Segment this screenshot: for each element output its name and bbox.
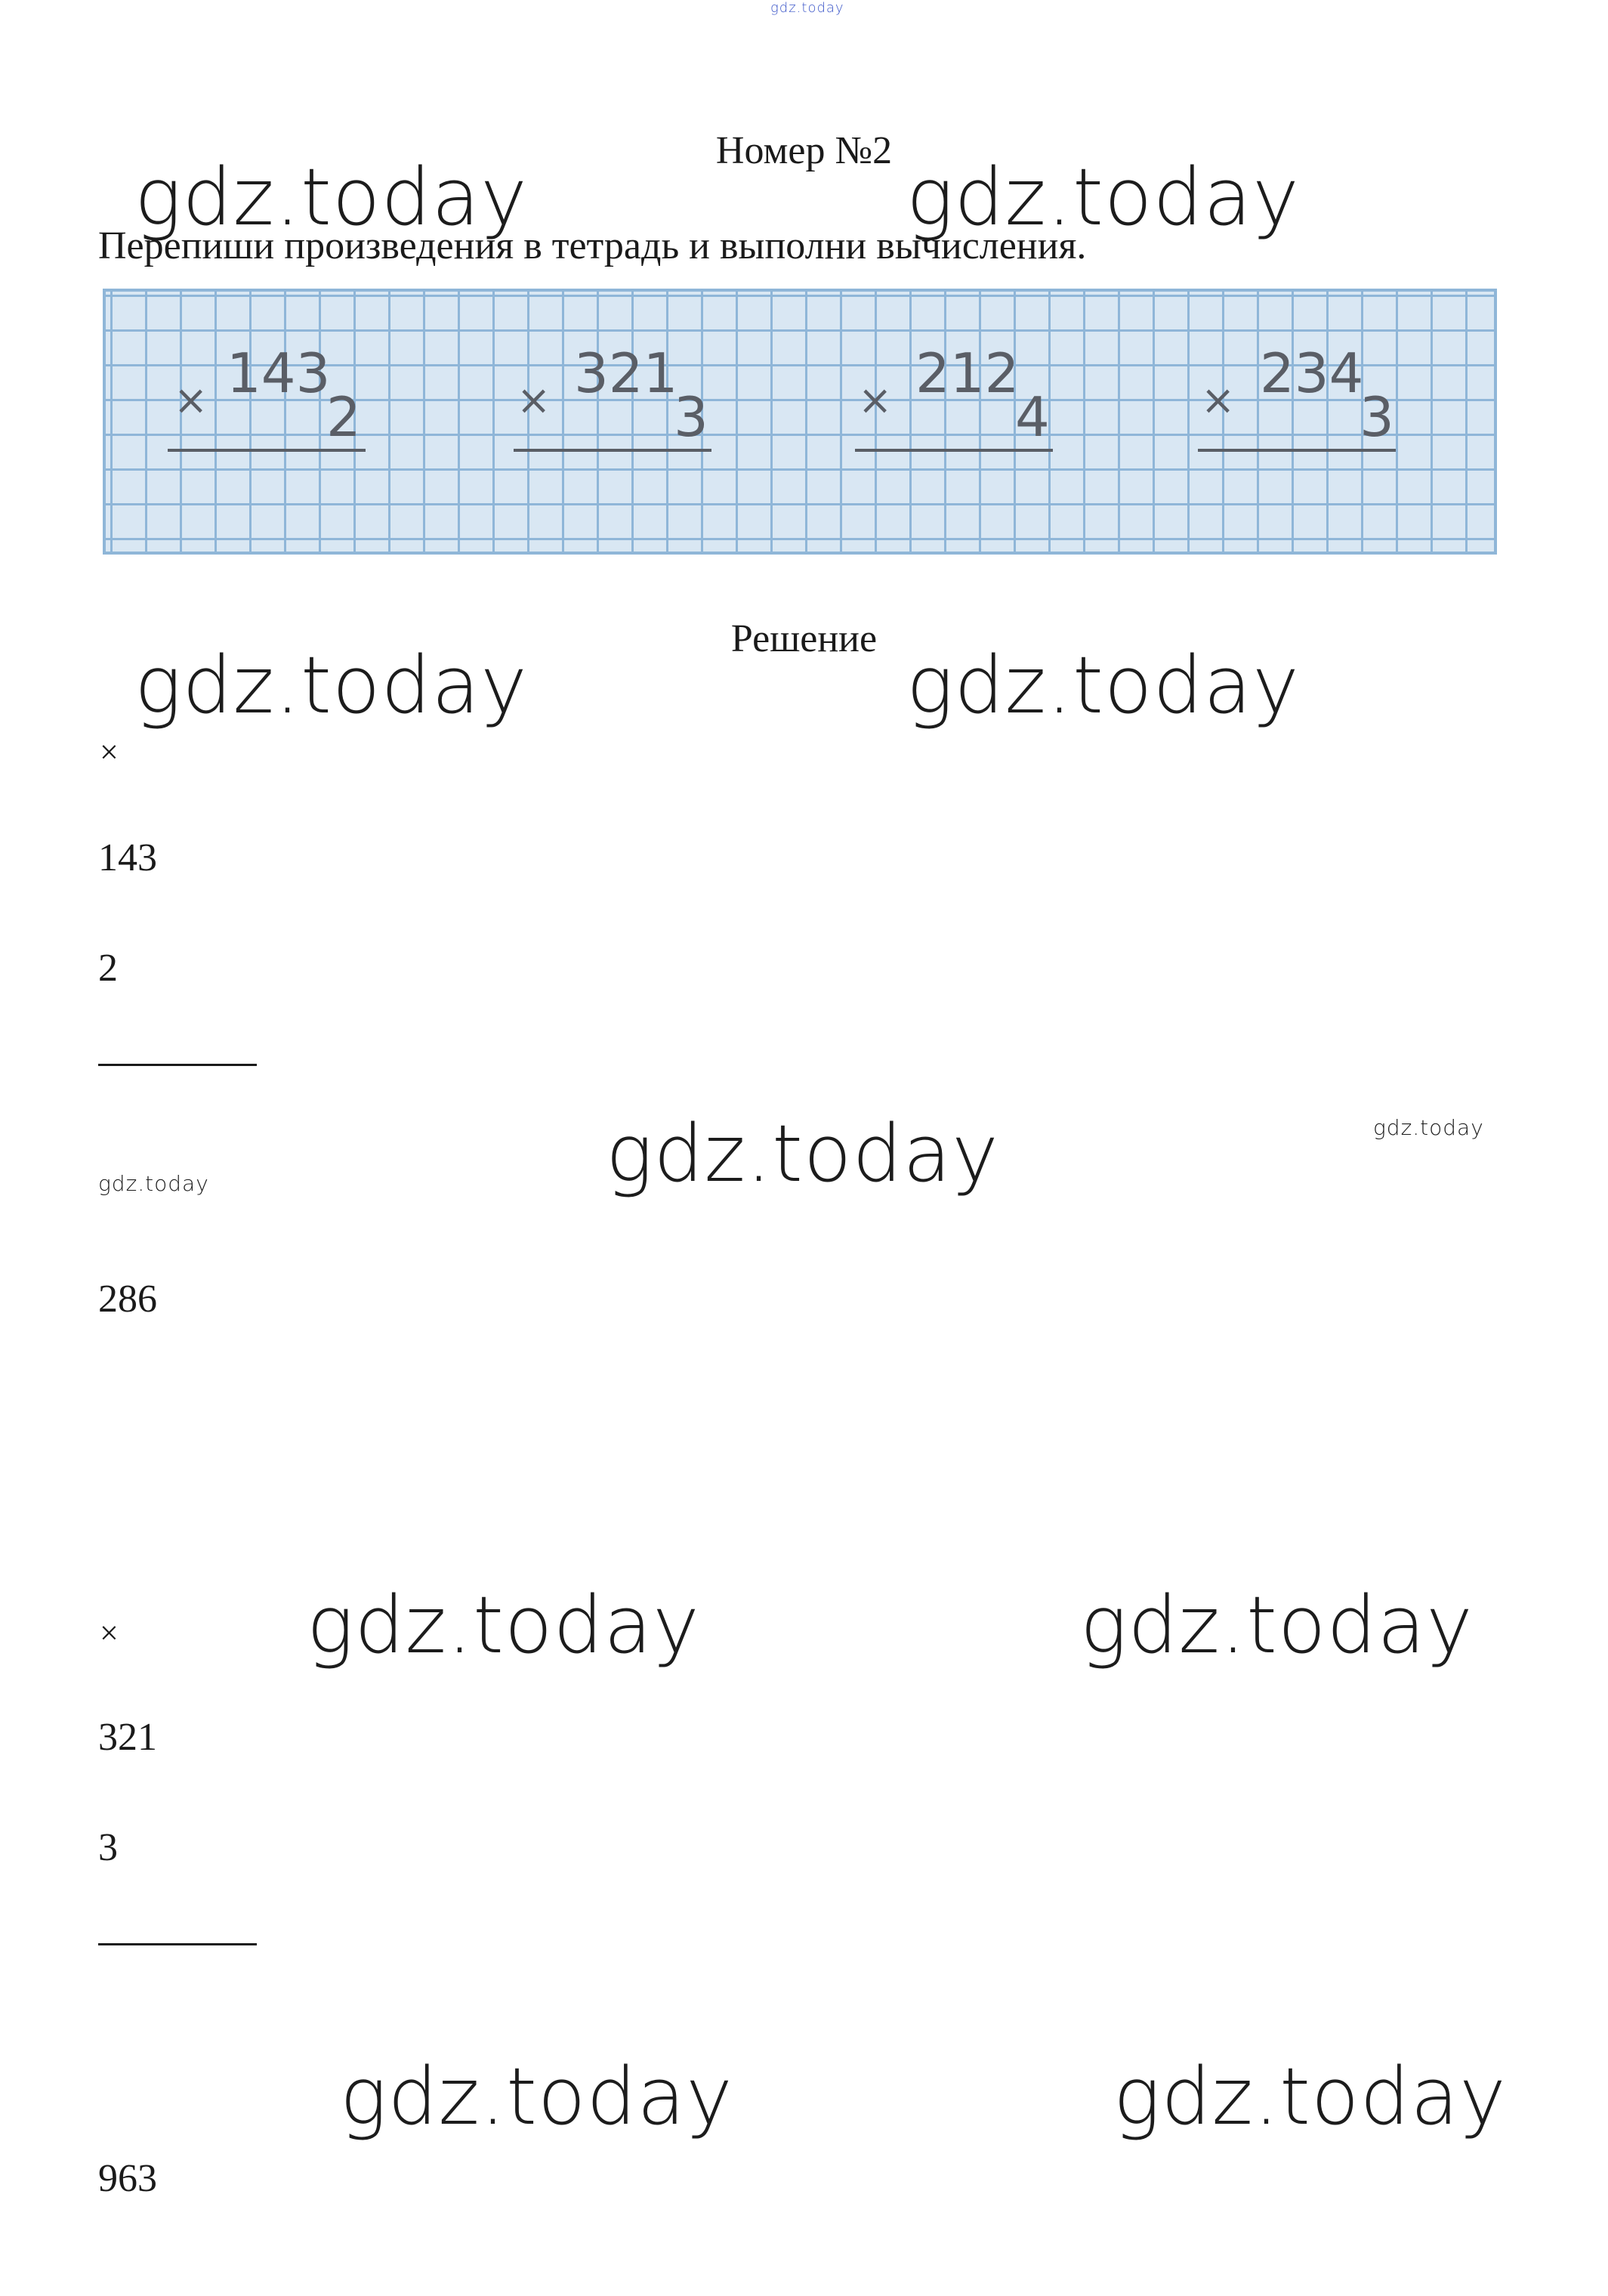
watermark-7: gdz.today [1080, 1579, 1474, 1671]
problem-3-sign: × [858, 376, 893, 424]
page-title: Номер №2 [715, 129, 893, 172]
task-text: Перепиши произведения в тетрадь и выполни вычисления. [98, 224, 1087, 267]
watermark-small-1: gdz.today [1373, 1115, 1484, 1140]
problem-4-sign: × [1201, 376, 1236, 424]
watermark-4: gdz.today [906, 639, 1300, 731]
problem-4-bottom: 3 [1360, 385, 1394, 449]
watermark-6: gdz.today [307, 1579, 700, 1671]
watermark-top-tiny: gdz.today [770, 0, 844, 16]
problem-2-bottom: 3 [674, 385, 708, 449]
problem-1-bottom: 2 [326, 385, 361, 449]
solution-1-multiplicand: 143 [98, 836, 157, 879]
solution-2-line [98, 1943, 257, 1945]
solution-1-sign: × [100, 734, 119, 771]
solution-1-multiplier: 2 [98, 947, 118, 990]
watermark-small-2: gdz.today [98, 1171, 209, 1196]
problem-3-line [855, 449, 1053, 452]
problem-3-top: 212 [915, 341, 1020, 405]
watermark-5: gdz.today [606, 1108, 999, 1200]
problem-1-line [168, 449, 366, 452]
solution-1-result: 286 [98, 1278, 157, 1321]
problem-4-top: 234 [1260, 341, 1364, 405]
exercise-grid [103, 289, 1497, 555]
watermark-1: gdz.today [134, 151, 528, 243]
problem-3-bottom: 4 [1015, 385, 1050, 449]
problem-2-top: 321 [574, 341, 678, 405]
watermark-8: gdz.today [340, 2050, 733, 2143]
solution-2-multiplier: 3 [98, 1826, 118, 1869]
solution-2-sign: × [100, 1615, 119, 1652]
solution-2-result: 963 [98, 2157, 157, 2200]
problem-2-line [514, 449, 711, 452]
watermark-9: gdz.today [1113, 2050, 1507, 2143]
solution-title: Решение [730, 617, 878, 660]
watermark-2: gdz.today [906, 151, 1300, 243]
solution-1-line [98, 1064, 257, 1066]
solution-2-multiplicand: 321 [98, 1716, 157, 1759]
problem-1-sign: × [174, 376, 208, 424]
problem-2-sign: × [517, 376, 551, 424]
watermark-3: gdz.today [134, 639, 528, 731]
problem-1-top: 143 [227, 341, 331, 405]
problem-4-line [1198, 449, 1396, 452]
